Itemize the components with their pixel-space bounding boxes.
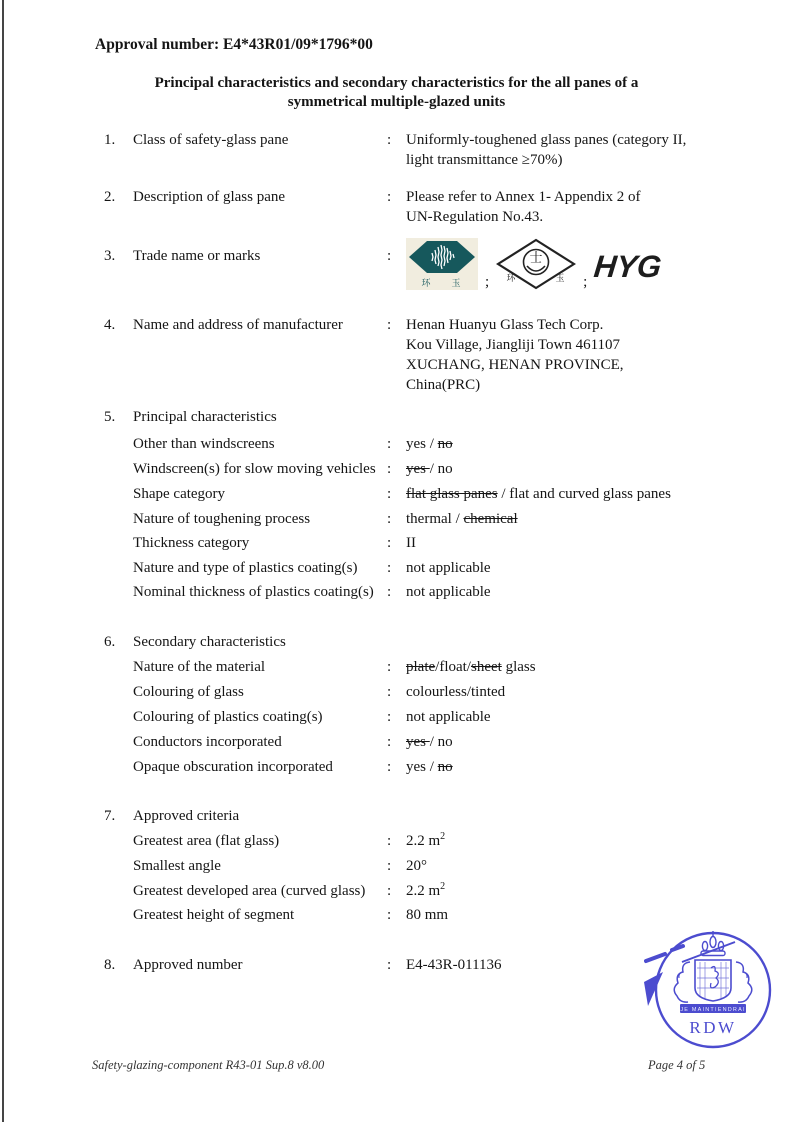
colon: :	[387, 461, 392, 477]
field-label: Colouring of glass	[133, 684, 244, 700]
field-opaque-obscuration	[0, 757, 793, 777]
field-value	[406, 558, 793, 578]
address-line: China(PRC)	[406, 377, 481, 393]
value-text: /float/	[435, 659, 471, 675]
title-line-1: Principal characteristics and secondary characteristics for the all panes of a	[154, 75, 639, 91]
section-secondary-characteristics	[0, 632, 793, 652]
value-text: 2.2 m	[406, 883, 441, 899]
item-number: 6.	[104, 634, 116, 650]
field-toughening-process	[0, 509, 793, 529]
colon: :	[387, 560, 392, 576]
item-class-of-safety-glass	[0, 130, 793, 170]
field-thickness-category	[0, 533, 793, 553]
colon: :	[387, 734, 392, 750]
item-manufacturer	[0, 315, 793, 395]
item-number: 4.	[104, 317, 116, 333]
field-value	[406, 434, 793, 454]
approved-number-value: E4-43R-011136	[406, 957, 502, 973]
logo1-char-right: 玉	[451, 278, 461, 288]
logo2-char-right: 玉	[555, 273, 565, 283]
item-value	[406, 130, 793, 170]
item-value	[406, 246, 793, 290]
colon: :	[387, 317, 392, 333]
field-value	[406, 757, 793, 777]
colon: :	[387, 189, 392, 205]
item-number: 5.	[104, 409, 116, 425]
field-label: Shape category	[133, 486, 226, 502]
field-value	[406, 831, 793, 851]
stamp-motto: JE MAINTIENDRAI	[680, 1007, 746, 1013]
item-label: Description of glass pane	[133, 189, 286, 205]
footer-document-reference: Safety-glazing-component R43-01 Sup.8 v8.00	[92, 1058, 325, 1072]
field-plastics-coating-type	[0, 558, 793, 578]
value-text: not applicable	[406, 560, 491, 576]
field-label: Greatest developed area (curved glass)	[133, 883, 366, 899]
value-text: glass	[501, 659, 536, 675]
logo2-center-glyph: 士	[529, 250, 543, 265]
manufacturer-name: Henan Huanyu Glass Tech Corp.	[406, 317, 604, 333]
colon: :	[387, 511, 392, 527]
field-label: Smallest angle	[133, 858, 221, 874]
stamp-org-rdw: RDW	[689, 1018, 737, 1037]
struck-text: no	[437, 759, 453, 775]
section-approved-criteria	[0, 806, 793, 826]
field-label: Nominal thickness of plastics coating(s)	[133, 584, 374, 600]
value-text: colourless/tinted	[406, 684, 506, 700]
document-title	[0, 74, 793, 112]
colon: :	[387, 659, 392, 675]
svg-text:RDW	[689, 1018, 736, 1037]
logo2-char-left: 环	[506, 273, 516, 283]
separator-semicolon: ;	[485, 274, 490, 290]
item-label: Trade name or marks	[133, 248, 261, 264]
colon: :	[387, 486, 392, 502]
field-value	[406, 533, 793, 553]
field-greatest-developed-area	[0, 881, 793, 901]
field-label: Other than windscreens	[133, 436, 275, 452]
colon: :	[387, 833, 392, 849]
item-label: Approved number	[133, 957, 243, 973]
field-material-nature	[0, 657, 793, 677]
colon: :	[387, 907, 392, 923]
colon: :	[387, 759, 392, 775]
section-label: Approved criteria	[133, 808, 240, 824]
field-plastics-coating-thickness	[0, 582, 793, 602]
colon: :	[387, 436, 392, 452]
value-text: not applicable	[406, 584, 491, 600]
superscript: 2	[440, 881, 446, 892]
hexagon-trademark-logo	[406, 238, 478, 290]
section-label: Principal characteristics	[133, 409, 277, 425]
colon: :	[387, 883, 392, 899]
field-label: Colouring of plastics coating(s)	[133, 709, 323, 725]
value-text: / no	[429, 461, 453, 477]
superscript: 2	[440, 831, 446, 842]
field-value	[406, 682, 793, 702]
field-shape-category	[0, 484, 793, 504]
field-value	[406, 484, 793, 504]
field-label: Conductors incorporated	[133, 734, 282, 750]
colon: :	[387, 535, 392, 551]
value-text: 20°	[406, 858, 427, 874]
field-value	[406, 881, 793, 901]
item-value	[406, 315, 793, 395]
footer-page-number: Page 4 of 5	[648, 1058, 706, 1072]
field-label: Greatest area (flat glass)	[133, 833, 280, 849]
field-value	[406, 657, 793, 677]
struck-text: plate	[406, 659, 436, 675]
field-smallest-angle	[0, 856, 793, 876]
colon: :	[387, 684, 392, 700]
item-description-of-glass-pane	[0, 187, 793, 227]
address-line: XUCHANG, HENAN PROVINCE,	[406, 357, 624, 373]
section-label: Secondary characteristics	[133, 634, 286, 650]
item-number: 7.	[104, 808, 116, 824]
value-text: / flat and curved glass panes	[497, 486, 671, 502]
field-value	[406, 707, 793, 727]
field-label: Opaque obscuration incorporated	[133, 759, 333, 775]
field-conductors	[0, 732, 793, 752]
struck-text: yes	[406, 461, 430, 477]
value-text: / no	[429, 734, 453, 750]
value-text: yes /	[406, 436, 438, 452]
struck-text: chemical	[463, 511, 518, 527]
field-value	[406, 582, 793, 602]
field-label: Greatest height of segment	[133, 907, 295, 923]
field-greatest-area-flat	[0, 831, 793, 851]
field-windscreens-slow-moving	[0, 459, 793, 479]
value-text: II	[406, 535, 416, 551]
struck-text: yes	[406, 734, 430, 750]
item-trade-name-or-marks	[0, 246, 793, 290]
value-text: 2.2 m	[406, 833, 441, 849]
colon: :	[387, 248, 392, 264]
item-number: 2.	[104, 189, 116, 205]
item-number: 8.	[104, 957, 116, 973]
value-line: light transmittance ≥70%)	[406, 152, 563, 168]
value-text: yes /	[406, 759, 438, 775]
struck-text: flat glass panes	[406, 486, 498, 502]
address-line: Kou Village, Jiangliji Town 461107	[406, 337, 621, 353]
value-line: Please refer to Annex 1- Appendix 2 of	[406, 189, 641, 205]
hyg-wordmark-logo: HYG	[592, 249, 664, 284]
field-label: Nature of the material	[133, 659, 266, 675]
item-label: Class of safety-glass pane	[133, 132, 289, 148]
value-text: not applicable	[406, 709, 491, 725]
trademark-logos	[406, 238, 793, 290]
section-principal-characteristics	[0, 407, 793, 427]
field-other-than-windscreens	[0, 434, 793, 454]
colon: :	[387, 709, 392, 725]
item-label: Name and address of manufacturer	[133, 317, 343, 333]
field-label: Nature of toughening process	[133, 511, 311, 527]
value-text: 80 mm	[406, 907, 449, 923]
field-value	[406, 732, 793, 752]
field-label: Windscreen(s) for slow moving vehicles	[133, 461, 376, 477]
colon: :	[387, 858, 392, 874]
struck-text: no	[437, 436, 453, 452]
colon: :	[387, 957, 392, 973]
field-value	[406, 856, 793, 876]
title-line-2: symmetrical multiple-glazed units	[287, 94, 506, 110]
field-glass-colouring	[0, 682, 793, 702]
colon: :	[387, 132, 392, 148]
rdw-approval-stamp	[638, 920, 790, 1058]
field-label: Nature and type of plastics coating(s)	[133, 560, 358, 576]
field-plastics-coating-colouring	[0, 707, 793, 727]
field-label: Thickness category	[133, 535, 250, 551]
approval-number-heading: Approval number: E4*43R01/09*1796*00	[95, 36, 373, 53]
diamond-trademark-logo	[496, 238, 576, 290]
separator-semicolon: ;	[583, 274, 588, 290]
field-value	[406, 459, 793, 479]
struck-text: sheet	[470, 659, 502, 675]
value-line: Uniformly-toughened glass panes (category II,	[406, 132, 687, 148]
field-value	[406, 509, 793, 529]
logo1-char-left: 环	[421, 278, 431, 288]
item-number: 3.	[104, 248, 116, 264]
item-number: 1.	[104, 132, 116, 148]
item-value	[406, 187, 793, 227]
value-line: UN-Regulation No.43.	[406, 209, 544, 225]
colon: :	[387, 584, 392, 600]
value-text: thermal /	[406, 511, 464, 527]
